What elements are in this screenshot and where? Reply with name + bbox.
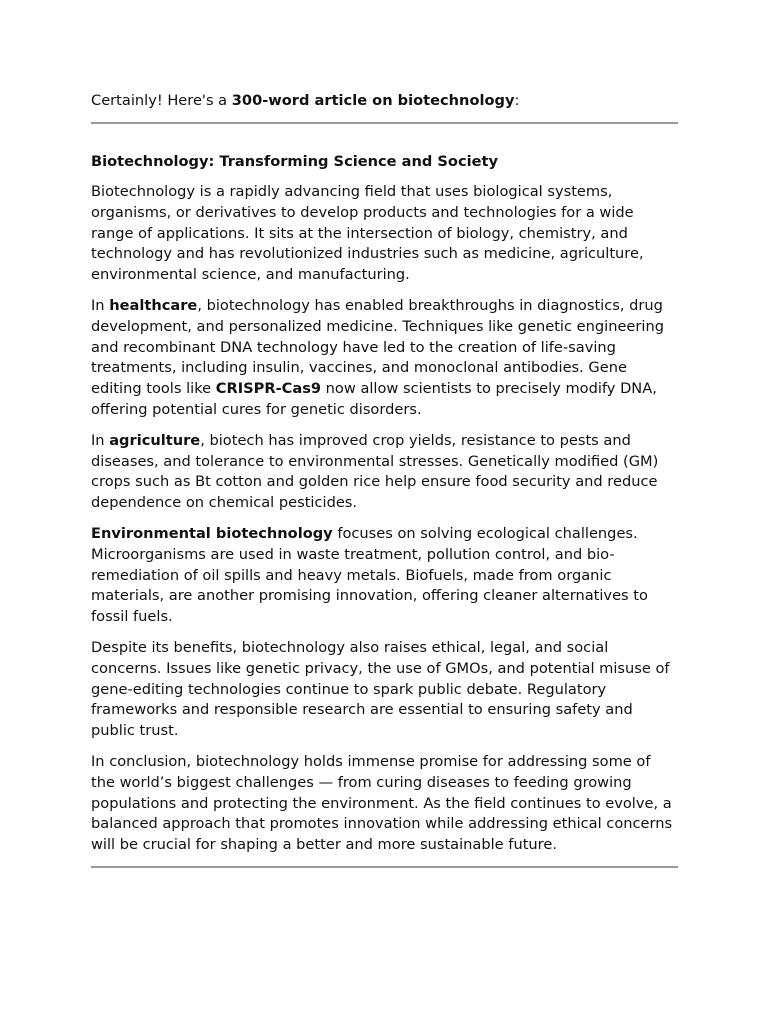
intro-bold: 300-word article on biotechnology [231, 92, 515, 109]
intro-suffix: : [514, 92, 520, 109]
document-page [91, 90, 678, 868]
paragraph-agriculture [91, 431, 678, 514]
intro-prefix: Certainly! Here's a [91, 92, 232, 109]
bottom-divider [91, 866, 678, 868]
p2-text-a: In [91, 296, 110, 314]
top-divider [91, 122, 678, 124]
p2-bold-healthcare: healthcare [109, 296, 198, 314]
paragraph-ethics: Despite its benefits, biotechnology also raises ethical, legal, and social concerns. Issues like genetic privacy, the use of GMOs, and potential misuse of gene-editing technologies continue to spark public debate. Regulatory frameworks and responsible research are essential to ensuring safety and public trust. [91, 638, 670, 740]
p3-text-c: , biotech has improved crop yields, resistance to pests and diseases, and tolerance to environmental stresses. Genetically modified (GM) crops such as Bt cotton and golden rice help ensure food security and reduce dependence on chemical pesticides. [91, 431, 659, 512]
paragraph-conclusion: In conclusion, biotechnology holds immense promise for addressing some of the world’s biggest challenges — from curing diseases to feeding growing populations and protecting the environment. As the field continues to evolve, a balanced approach that promotes innovation while addressing ethical concerns will be crucial for shaping a better and more sustainable future. [91, 752, 673, 854]
p2-text-e: now allow scientists to precisely modify DNA, offering potential cures for genetic disorders. [91, 380, 657, 418]
paragraph-healthcare [91, 296, 678, 421]
paragraph-environmental [91, 524, 678, 628]
paragraph-intro: Biotechnology is a rapidly advancing field that uses biological systems, organisms, or derivatives to develop products and technologies for a wide range of applications. It sits at the intersection of biology, chemistry, and technology and has revolutionized industries such as medicine, agriculture, environmental science, and manufacturing. [91, 183, 644, 284]
p2-bold-crispr: CRISPR-Cas9 [215, 380, 322, 398]
p4-bold-environmental: Environmental biotechnology [91, 524, 333, 542]
intro-line [91, 90, 678, 111]
article-title: Biotechnology: Transforming Science and Society [91, 153, 498, 170]
p3-bold-agriculture: agriculture [109, 431, 201, 449]
p2-text-c: , biotechnology has enabled breakthroughs in diagnostics, drug development, and personalized medicine. Techniques like genetic engineering and recombinant DNA technology have led to the creation of life-saving treatments, including insulin, vaccines, and monoclonal antibodies. Gene editing tools like [91, 296, 664, 398]
p4-text-b: focuses on solving ecological challenges. Microorganisms are used in waste treatment, pollution control, and bio-remediation of oil spills and heavy metals. Biofuels, made from organic materials, are another promising innovation, offering cleaner alternatives to fossil fuels. [91, 524, 648, 626]
p3-text-a: In [91, 431, 110, 449]
